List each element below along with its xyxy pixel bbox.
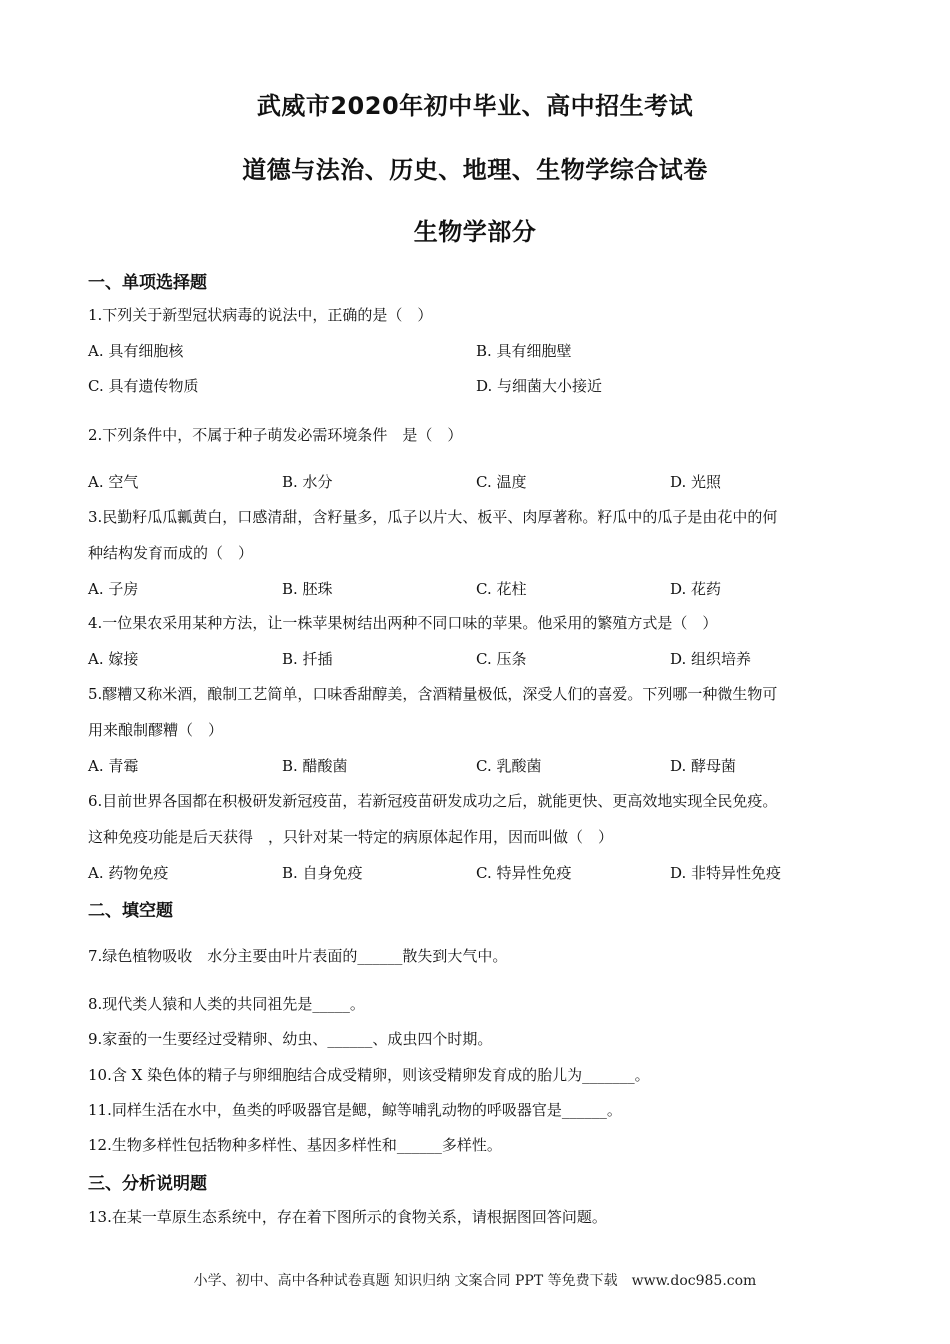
- question-6-option-c: C. 特异性免疫: [476, 864, 572, 882]
- question-12: 12.生物多样性包括物种多样性、基因多样性和______多样性。: [88, 1136, 502, 1154]
- question-2-option-c: C. 温度: [476, 473, 527, 491]
- question-1-option-b: B. 具有细胞壁: [476, 342, 572, 360]
- question-5-option-c: C. 乳酸菌: [476, 757, 542, 775]
- question-5-stem-line2: 用来酿制醪糟（ ）: [88, 721, 224, 739]
- question-2-option-a: A. 空气: [88, 473, 139, 491]
- question-6-option-a: A. 药物免疫: [88, 864, 169, 882]
- question-8: 8.现代类人猿和人类的共同祖先是_____。: [88, 995, 365, 1013]
- question-13: 13.在某一草原生态系统中，存在着下图所示的食物关系，请根据图回答问题。: [88, 1208, 607, 1226]
- question-6-option-d: D. 非特异性免疫: [670, 864, 782, 882]
- question-2-option-b: B. 水分: [282, 473, 333, 491]
- question-4-stem: 4.一位果农采用某种方法，让一株苹果树结出两种不同口味的苹果。他采用的繁殖方式是（ ）: [88, 614, 718, 632]
- question-5-option-a: A. 青霉: [88, 757, 139, 775]
- question-5-option-d: D. 酵母菌: [670, 757, 737, 775]
- question-6-stem-line2: 这种免疫功能是后天获得 ，只针对某一特定的病原体起作用，因而叫做（ ）: [88, 828, 614, 846]
- question-3-stem-line2: 种结构发育而成的（ ）: [88, 544, 254, 562]
- part-title: 生物学部分: [413, 218, 537, 246]
- question-3-option-c: C. 花柱: [476, 580, 527, 598]
- question-6-stem-line1: 6.目前世界各国都在积极研发新冠疫苗，若新冠疫苗研发成功之后，就能更快、更高效地实现全民免疫。: [88, 792, 778, 810]
- question-1-option-d: D. 与细菌大小接近: [476, 377, 603, 395]
- question-4-option-b: B. 扦插: [282, 650, 333, 668]
- question-5-stem-line1: 5.醪糟又称米酒，酿制工艺简单，口味香甜醇美，含酒精量极低，深受人们的喜爱。下列哪一种微生物可: [88, 685, 778, 703]
- question-2-stem: 2.下列条件中，不属于种子萌发必需环境条件 是（ ）: [88, 426, 463, 444]
- question-3-option-a: A. 子房: [88, 580, 139, 598]
- question-5-option-b: B. 醋酸菌: [282, 757, 348, 775]
- question-3-stem-line1: 3.民勤籽瓜瓜瓤黄白，口感清甜，含籽量多，瓜子以片大、板平、肉厚著称。籽瓜中的瓜子是由花中的何: [88, 508, 778, 526]
- question-1-option-c: C. 具有遗传物质: [88, 377, 199, 395]
- page-footer: 小学、初中、高中各种试卷真题 知识归纳 文案合同 PPT 等免费下载 www.doc985.com: [193, 1273, 757, 1289]
- question-4-option-c: C. 压条: [476, 650, 527, 668]
- question-9: 9.家蚕的一生要经过受精卵、幼虫、______、成虫四个时期。: [88, 1030, 493, 1048]
- question-2-option-d: D. 光照: [670, 473, 722, 491]
- section-heading-fill-in: 二、填空题: [88, 901, 173, 921]
- section-heading-analysis: 三、分析说明题: [88, 1174, 207, 1194]
- question-6-option-b: B. 自身免疫: [282, 864, 363, 882]
- section-heading-single-choice: 一、单项选择题: [88, 273, 207, 293]
- question-11: 11.同样生活在水中，鱼类的呼吸器官是鳃，鲸等哺乳动物的呼吸器官是______。: [88, 1101, 622, 1119]
- question-1-option-a: A. 具有细胞核: [88, 342, 184, 360]
- question-4-option-d: D. 组织培养: [670, 650, 752, 668]
- question-1-stem: 1.下列关于新型冠状病毒的说法中，正确的是（ ）: [88, 306, 433, 324]
- question-7: 7.绿色植物吸收 水分主要由叶片表面的______散失到大气中。: [88, 947, 508, 965]
- question-3-option-b: B. 胚珠: [282, 580, 333, 598]
- paper-title: 道德与法治、历史、地理、生物学综合试卷: [242, 156, 708, 184]
- question-10: 10.含 X 染色体的精子与卵细胞结合成受精卵，则该受精卵发育成的胎儿为_______。: [88, 1066, 650, 1084]
- question-3-option-d: D. 花药: [670, 580, 722, 598]
- question-4-option-a: A. 嫁接: [88, 650, 139, 668]
- exam-title: 武威市2020年初中毕业、高中招生考试: [256, 92, 694, 120]
